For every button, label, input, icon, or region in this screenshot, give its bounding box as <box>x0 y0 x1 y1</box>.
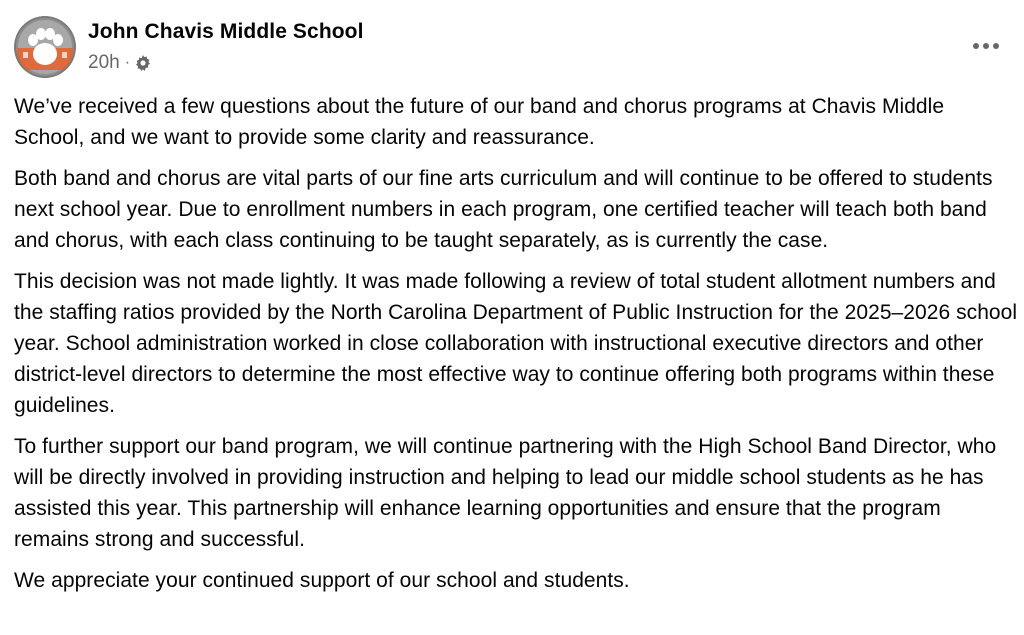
school-logo-icon <box>14 16 76 78</box>
post-paragraph: We appreciate your continued support of our school and students. <box>14 569 630 592</box>
post-meta <box>88 52 151 74</box>
post-paragraph: To further support our band program, we will continue partnering with the High School Band Director, who will be directly involved in providing instruction and helping to lead our middle school students as he has assisted this year. This partnership will enhance learning opportunities and ensure that the program remains strong and successful. <box>14 435 997 551</box>
post-paragraph: Both band and chorus are vital parts of our fine arts curriculum and will continue to be offered to students next school year. Due to enrollment numbers in each program, one certified teacher will teach both band and chorus, with each class continuing to be taught separately, as is currently the case. <box>14 167 993 252</box>
post-paragraph: We’ve received a few questions about the future of our band and chorus programs at Chavis Middle School, and we want to provide some clarity and reassurance. <box>14 95 945 149</box>
post-body <box>14 91 1018 606</box>
gear-icon[interactable] <box>135 55 151 71</box>
meta-separator: · <box>124 54 131 71</box>
post-header <box>14 16 1010 80</box>
post-paragraph: This decision was not made lightly. It was made following a review of total student allotment numbers and the staffing ratios provided by the North Carolina Department of Public Instruction for the 2025–2026 school year. School administration worked in close collaboration with instructional executive directors and other district-level directors to determine the most effective way to continue offering both programs within these guidelines. <box>14 270 1018 417</box>
more-options-icon[interactable] <box>970 36 1002 56</box>
avatar[interactable] <box>14 16 76 78</box>
timestamp[interactable]: 20h <box>88 52 120 73</box>
author-name[interactable]: John Chavis Middle School <box>88 20 364 43</box>
